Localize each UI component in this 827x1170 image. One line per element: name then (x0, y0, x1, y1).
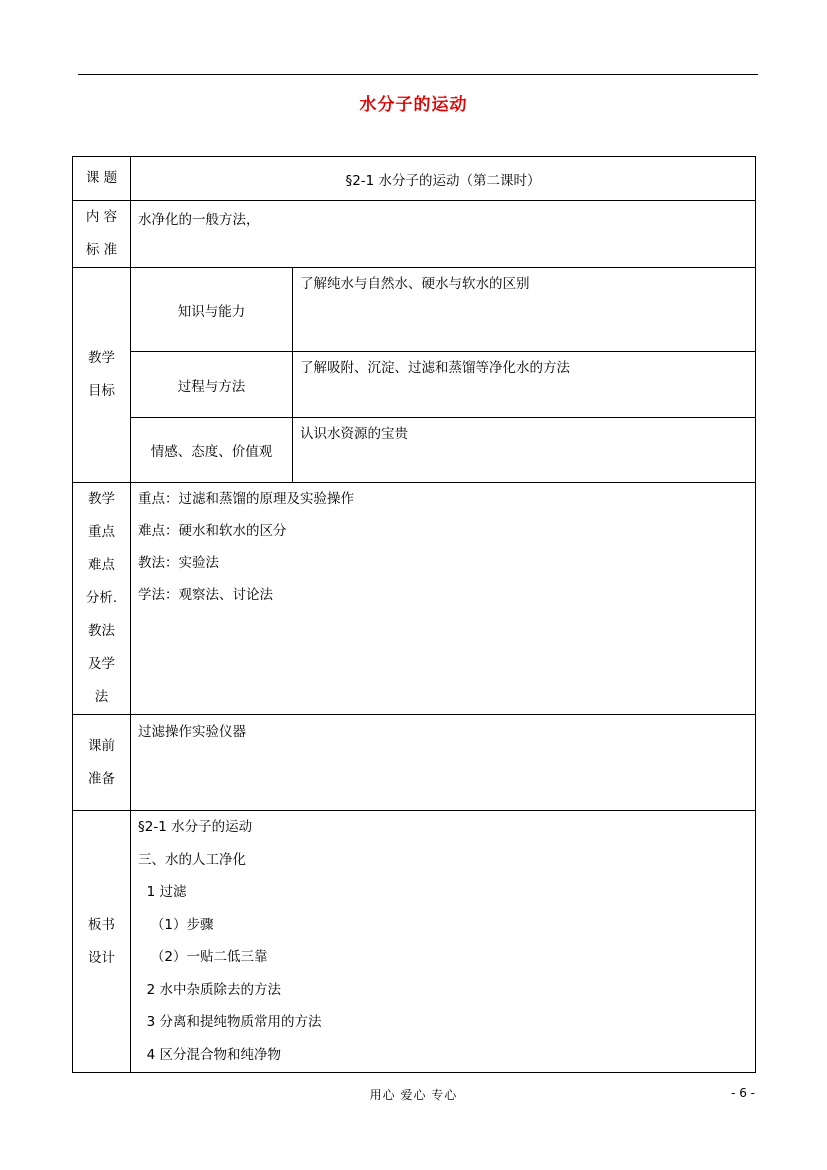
board-line: （2）一贴二低三靠 (138, 949, 268, 965)
page-number: - 6 - (731, 1086, 755, 1100)
board-line: 2 水中杂质除去的方法 (138, 981, 281, 998)
preparation-label (73, 715, 131, 811)
board-line: （1）步骤 (138, 916, 214, 933)
objective-name: 过程与方法 (131, 352, 293, 418)
board-label (73, 811, 131, 1073)
lesson-plan-table (72, 156, 756, 1073)
objective-name: 知识与能力 (131, 268, 293, 352)
board-line: 4 区分混合物和纯净物 (138, 1046, 281, 1063)
preparation-value: 过滤操作实验仪器 (131, 715, 756, 811)
objective-value: 了解纯水与自然水、硬水与软水的区别 (293, 268, 756, 352)
row-board (73, 811, 756, 1073)
standard-label (73, 201, 131, 268)
analysis-line: 重点：过滤和蒸馏的原理及实验操作 (138, 491, 354, 507)
board-line: §2-1 水分子的运动 (138, 819, 253, 835)
analysis-label-line: 法 (94, 689, 109, 705)
objective-value: 认识水资源的宝贵 (293, 418, 756, 483)
analysis-line: 教法：实验法 (138, 555, 219, 571)
analysis-label-line: 分析. (85, 590, 118, 606)
document-title: 水分子的运动 (359, 95, 468, 115)
row-standard (73, 201, 756, 268)
analysis-label-line: 教学 (88, 491, 115, 507)
objective-name: 情感、态度、价值观 (131, 418, 293, 483)
analysis-label (73, 483, 131, 715)
analysis-label-line: 重点 (88, 524, 115, 540)
footer-motto: 用心 爱心 专心 (369, 1088, 458, 1102)
topic-value: §2-1 水分子的运动（第二课时） (131, 157, 756, 201)
analysis-content (131, 483, 756, 715)
board-content (131, 811, 756, 1073)
row-analysis (73, 483, 756, 715)
board-line: 三、水的人工净化 (138, 851, 246, 868)
board-line: 3 分离和提纯物质常用的方法 (138, 1014, 322, 1030)
objectives-label-line-1: 教学 (88, 350, 115, 366)
board-label-line-2: 设计 (88, 949, 115, 966)
objective-value: 了解吸附、沉淀、过滤和蒸馏等净化水的方法 (293, 352, 756, 418)
row-topic (73, 157, 756, 201)
objectives-label-line-2: 目标 (88, 383, 115, 399)
header-rule (78, 74, 758, 75)
analysis-label-line: 教法 (88, 623, 115, 639)
row-objective-emotion (73, 418, 756, 483)
standard-value: 水净化的一般方法， (131, 201, 756, 268)
preparation-label-line-2: 准备 (88, 770, 115, 787)
preparation-label-line-1: 课前 (88, 737, 115, 754)
board-label-line-1: 板书 (88, 916, 115, 933)
topic-label: 课 题 (73, 157, 131, 201)
analysis-label-line: 难点 (88, 557, 115, 573)
row-objective-knowledge (73, 268, 756, 352)
objectives-label (73, 268, 131, 483)
row-objective-process (73, 352, 756, 418)
analysis-line: 学法：观察法、讨论法 (138, 587, 273, 603)
standard-label-line-1: 内 容 (85, 209, 118, 225)
standard-label-line-2: 标 准 (85, 242, 118, 258)
analysis-label-line: 及学 (88, 656, 115, 672)
board-line: 1 过滤 (138, 884, 187, 900)
analysis-line: 难点：硬水和软水的区分 (138, 523, 287, 539)
row-preparation (73, 715, 756, 811)
